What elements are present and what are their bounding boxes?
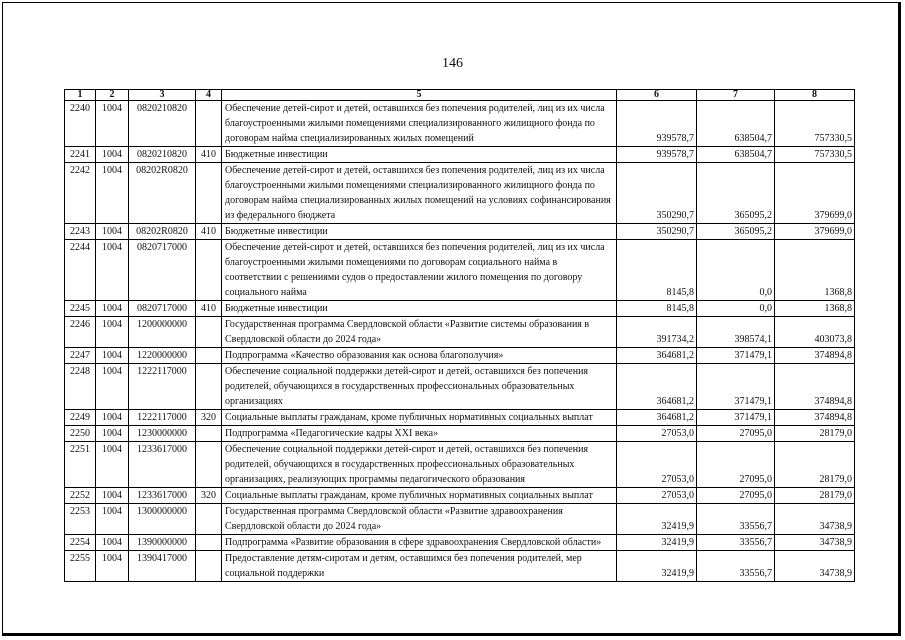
description-cell: Бюджетные инвестиции: [222, 147, 617, 163]
section-code-cell: 1004: [96, 101, 129, 147]
page-number: 146: [442, 56, 463, 71]
amount-col-8-cell: 1368,8: [775, 301, 855, 317]
amount-col-6-cell: 939578,7: [617, 101, 697, 147]
amount-col-7-cell: 0,0: [697, 240, 775, 301]
target-article-cell: 08202R0820: [129, 224, 196, 240]
header-col-3: 3: [129, 90, 196, 101]
table-row: [65, 442, 855, 488]
expense-type-cell: [196, 442, 222, 488]
table-row: [65, 535, 855, 551]
row-number-cell: 2255: [65, 551, 96, 582]
description-cell: Социальные выплаты гражданам, кроме публичных нормативных социальных выплат: [222, 410, 617, 426]
expense-type-cell: [196, 348, 222, 364]
amount-col-6-cell: 8145,8: [617, 301, 697, 317]
row-number-cell: 2241: [65, 147, 96, 163]
budget-table: [64, 89, 855, 582]
section-code-cell: 1004: [96, 442, 129, 488]
row-number-cell: 2240: [65, 101, 96, 147]
target-article-cell: 0820210820: [129, 147, 196, 163]
section-code-cell: 1004: [96, 224, 129, 240]
table-row: [65, 348, 855, 364]
section-code-cell: 1004: [96, 410, 129, 426]
description-cell: Обеспечение социальной поддержки детей-сирот и детей, оставшихся без попечения родителей, обучающихся в государственных профессиональных образовательных организациях, реализующих программы педагогического образования: [222, 442, 617, 488]
amount-col-7-cell: 638504,7: [697, 147, 775, 163]
amount-col-6-cell: 364681,2: [617, 364, 697, 410]
target-article-cell: 08202R0820: [129, 163, 196, 224]
table-row: [65, 240, 855, 301]
expense-type-cell: [196, 317, 222, 348]
table-row: [65, 426, 855, 442]
row-number-cell: 2244: [65, 240, 96, 301]
amount-col-8-cell: 28179,0: [775, 426, 855, 442]
section-code-cell: 1004: [96, 488, 129, 504]
header-col-4: 4: [196, 90, 222, 101]
amount-col-8-cell: 28179,0: [775, 442, 855, 488]
description-cell: Обеспечение детей-сирот и детей, оставшихся без попечения родителей, лиц из их числа благоустроенными жилыми помещениями специализированного жилищного фонда по договорам найма специализированных жилых помещений на условиях софинансирования из федерального бюджета: [222, 163, 617, 224]
header-col-1: 1: [65, 90, 96, 101]
amount-col-8-cell: 379699,0: [775, 224, 855, 240]
expense-type-cell: 320: [196, 488, 222, 504]
target-article-cell: 1200000000: [129, 317, 196, 348]
expense-type-cell: [196, 163, 222, 224]
amount-col-7-cell: 27095,0: [697, 426, 775, 442]
amount-col-6-cell: 27053,0: [617, 442, 697, 488]
target-article-cell: 1300000000: [129, 504, 196, 535]
table-row: [65, 147, 855, 163]
amount-col-7-cell: 0,0: [697, 301, 775, 317]
description-cell: Предоставление детям-сиротам и детям, оставшимся без попечения родителей, мер социальной поддержки: [222, 551, 617, 582]
description-cell: Обеспечение детей-сирот и детей, оставшихся без попечения родителей, лиц из их числа благоустроенными жилыми помещениями специализированного жилищного фонда по договорам найма специализированных жилых помещений: [222, 101, 617, 147]
amount-col-6-cell: 939578,7: [617, 147, 697, 163]
header-col-5: 5: [222, 90, 617, 101]
expense-type-cell: [196, 504, 222, 535]
section-code-cell: 1004: [96, 551, 129, 582]
amount-col-6-cell: 364681,2: [617, 348, 697, 364]
row-number-cell: 2252: [65, 488, 96, 504]
amount-col-8-cell: 374894,8: [775, 364, 855, 410]
section-code-cell: 1004: [96, 301, 129, 317]
target-article-cell: 1390417000: [129, 551, 196, 582]
amount-col-6-cell: 364681,2: [617, 410, 697, 426]
amount-col-7-cell: 371479,1: [697, 410, 775, 426]
description-cell: Социальные выплаты гражданам, кроме публичных нормативных социальных выплат: [222, 488, 617, 504]
target-article-cell: 1233617000: [129, 442, 196, 488]
expense-type-cell: [196, 364, 222, 410]
table-row: [65, 301, 855, 317]
target-article-cell: 1390000000: [129, 535, 196, 551]
section-code-cell: 1004: [96, 364, 129, 410]
amount-col-7-cell: 398574,1: [697, 317, 775, 348]
row-number-cell: 2246: [65, 317, 96, 348]
section-code-cell: 1004: [96, 426, 129, 442]
section-code-cell: 1004: [96, 163, 129, 224]
description-cell: Обеспечение социальной поддержки детей-сирот и детей, оставшихся без попечения родителей, обучающихся в государственных профессиональных образовательных организациях: [222, 364, 617, 410]
amount-col-7-cell: 33556,7: [697, 504, 775, 535]
description-cell: Обеспечение детей-сирот и детей, оставшихся без попечения родителей, лиц из их числа благоустроенными жилыми помещениями по договорам социального найма в соответствии с решениями судов о предоставлении жилого помещения по договору социального найма: [222, 240, 617, 301]
target-article-cell: 1220000000: [129, 348, 196, 364]
header-col-2: 2: [96, 90, 129, 101]
amount-col-7-cell: 371479,1: [697, 348, 775, 364]
table-row: [65, 504, 855, 535]
description-cell: Бюджетные инвестиции: [222, 224, 617, 240]
description-cell: Государственная программа Свердловской области «Развитие здравоохранения Свердловской области до 2024 года»: [222, 504, 617, 535]
amount-col-6-cell: 32419,9: [617, 551, 697, 582]
section-code-cell: 1004: [96, 348, 129, 364]
table-row: [65, 317, 855, 348]
table-row: [65, 488, 855, 504]
section-code-cell: 1004: [96, 317, 129, 348]
amount-col-7-cell: 33556,7: [697, 535, 775, 551]
amount-col-8-cell: 403073,8: [775, 317, 855, 348]
amount-col-7-cell: 365095,2: [697, 163, 775, 224]
amount-col-8-cell: 379699,0: [775, 163, 855, 224]
amount-col-6-cell: 391734,2: [617, 317, 697, 348]
row-number-cell: 2247: [65, 348, 96, 364]
amount-col-7-cell: 638504,7: [697, 101, 775, 147]
amount-col-8-cell: 34738,9: [775, 535, 855, 551]
section-code-cell: 1004: [96, 535, 129, 551]
target-article-cell: 0820717000: [129, 240, 196, 301]
amount-col-7-cell: 371479,1: [697, 364, 775, 410]
amount-col-8-cell: 34738,9: [775, 551, 855, 582]
expense-type-cell: [196, 551, 222, 582]
amount-col-8-cell: 34738,9: [775, 504, 855, 535]
target-article-cell: 0820210820: [129, 101, 196, 147]
amount-col-7-cell: 365095,2: [697, 224, 775, 240]
table-body: [65, 101, 855, 582]
target-article-cell: 1222117000: [129, 364, 196, 410]
amount-col-8-cell: 374894,8: [775, 410, 855, 426]
amount-col-6-cell: 350290,7: [617, 224, 697, 240]
row-number-cell: 2250: [65, 426, 96, 442]
row-number-cell: 2251: [65, 442, 96, 488]
description-cell: Подпрограмма «Развитие образования в сфере здравоохранения Свердловской области»: [222, 535, 617, 551]
amount-col-7-cell: 27095,0: [697, 488, 775, 504]
header-col-7: 7: [697, 90, 775, 101]
amount-col-8-cell: 757330,5: [775, 147, 855, 163]
description-cell: Государственная программа Свердловской области «Развитие системы образования в Свердловской области до 2024 года»: [222, 317, 617, 348]
description-cell: Подпрограмма «Качество образования как основа благополучия»: [222, 348, 617, 364]
table-row: [65, 101, 855, 147]
amount-col-6-cell: 27053,0: [617, 426, 697, 442]
header-col-8: 8: [775, 90, 855, 101]
table-row: [65, 163, 855, 224]
section-code-cell: 1004: [96, 504, 129, 535]
amount-col-6-cell: 8145,8: [617, 240, 697, 301]
row-number-cell: 2253: [65, 504, 96, 535]
row-number-cell: 2245: [65, 301, 96, 317]
amount-col-6-cell: 27053,0: [617, 488, 697, 504]
amount-col-6-cell: 32419,9: [617, 535, 697, 551]
row-number-cell: 2242: [65, 163, 96, 224]
amount-col-7-cell: 33556,7: [697, 551, 775, 582]
target-article-cell: 1233617000: [129, 488, 196, 504]
expense-type-cell: 410: [196, 301, 222, 317]
expense-type-cell: [196, 535, 222, 551]
expense-type-cell: [196, 101, 222, 147]
section-code-cell: 1004: [96, 240, 129, 301]
table-row: [65, 551, 855, 582]
table-row: [65, 410, 855, 426]
expense-type-cell: 410: [196, 147, 222, 163]
expense-type-cell: [196, 426, 222, 442]
amount-col-6-cell: 350290,7: [617, 163, 697, 224]
row-number-cell: 2249: [65, 410, 96, 426]
row-number-cell: 2254: [65, 535, 96, 551]
amount-col-8-cell: 1368,8: [775, 240, 855, 301]
section-code-cell: 1004: [96, 147, 129, 163]
expense-type-cell: 320: [196, 410, 222, 426]
amount-col-8-cell: 28179,0: [775, 488, 855, 504]
target-article-cell: 1222117000: [129, 410, 196, 426]
expense-type-cell: [196, 240, 222, 301]
table-header-row: [65, 90, 855, 101]
target-article-cell: 0820717000: [129, 301, 196, 317]
target-article-cell: 1230000000: [129, 426, 196, 442]
amount-col-8-cell: 374894,8: [775, 348, 855, 364]
expense-type-cell: 410: [196, 224, 222, 240]
description-cell: Бюджетные инвестиции: [222, 301, 617, 317]
amount-col-7-cell: 27095,0: [697, 442, 775, 488]
header-col-6: 6: [617, 90, 697, 101]
amount-col-8-cell: 757330,5: [775, 101, 855, 147]
amount-col-6-cell: 32419,9: [617, 504, 697, 535]
table-row: [65, 224, 855, 240]
row-number-cell: 2248: [65, 364, 96, 410]
row-number-cell: 2243: [65, 224, 96, 240]
description-cell: Подпрограмма «Педагогические кадры XXI века»: [222, 426, 617, 442]
table-row: [65, 364, 855, 410]
